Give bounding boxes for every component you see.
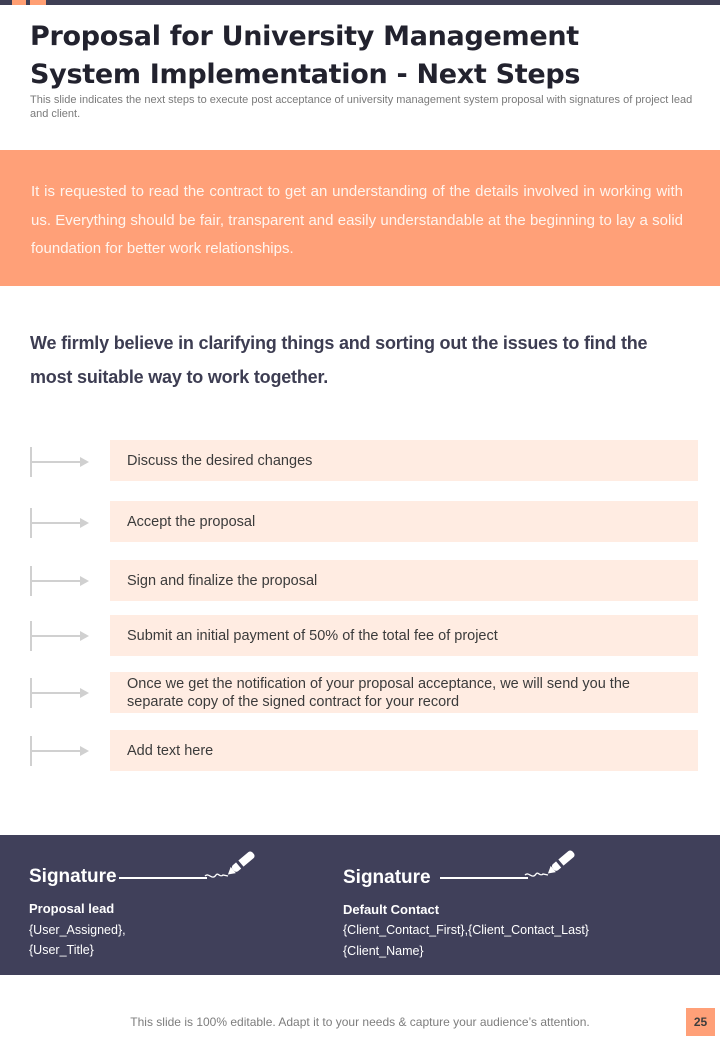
step-label: Add text here (127, 742, 214, 759)
step-label: Once we get the notification of your proposal acceptance, we will send you the separate copy of the signed contract for your record (127, 675, 630, 710)
signature-value-left-2: {User_Title} (29, 943, 94, 957)
signature-value-right-2: {Client_Name} (343, 944, 424, 958)
step-label: Discuss the desired changes (127, 452, 313, 469)
step-item (110, 560, 698, 601)
page-title: Proposal for University Management System Implementation - Next Steps (30, 21, 581, 90)
step-item (110, 730, 698, 771)
signature-heading-right: Signature (343, 867, 431, 888)
signature-role-left: Proposal lead (29, 901, 115, 916)
signature-value-left-1: {User_Assigned}, (29, 923, 126, 937)
step-item (110, 615, 698, 656)
signature-role-right: Default Contact (343, 902, 440, 917)
step-item (110, 440, 698, 481)
page-subtitle: This slide indicates the next steps to execute post acceptance of university management system proposal with signatures of project lead and client. (30, 94, 693, 120)
step-label: Sign and finalize the proposal (127, 572, 318, 589)
arrow-right-icon (30, 447, 92, 477)
top-accent (12, 0, 26, 5)
signature-value-right-1: {Client_Contact_First},{Client_Contact_Last} (343, 923, 589, 937)
arrow-right-icon (30, 508, 92, 538)
arrow-right-icon (30, 678, 92, 708)
signature-line (440, 877, 528, 879)
intro-banner-text: It is requested to read the contract to get an understanding of the details involved in working with us. Everything should be fair, transparent and easily understandable at the beginning to lay a solid foundation for better work relationships. (31, 183, 683, 257)
footer-note: This slide is 100% editable. Adapt it to your needs & capture your audience’s attention. (130, 1015, 590, 1029)
arrow-right-icon (30, 736, 92, 766)
page-number: 25 (686, 1008, 715, 1036)
step-label: Submit an initial payment of 50% of the total fee of project (127, 627, 498, 644)
arrow-right-icon (30, 621, 92, 651)
step-item (110, 672, 698, 713)
top-bar (0, 0, 720, 5)
belief-statement: We firmly believe in clarifying things and sorting out the issues to find the most suitable way to work together. (30, 333, 648, 387)
pen-signature-icon (204, 845, 262, 881)
step-item (110, 501, 698, 542)
top-accent (30, 0, 46, 5)
arrow-right-icon (30, 566, 92, 596)
pen-signature-icon (524, 844, 582, 880)
signature-line (119, 877, 207, 879)
step-label: Accept the proposal (127, 513, 256, 530)
signature-heading-left: Signature (29, 866, 117, 887)
